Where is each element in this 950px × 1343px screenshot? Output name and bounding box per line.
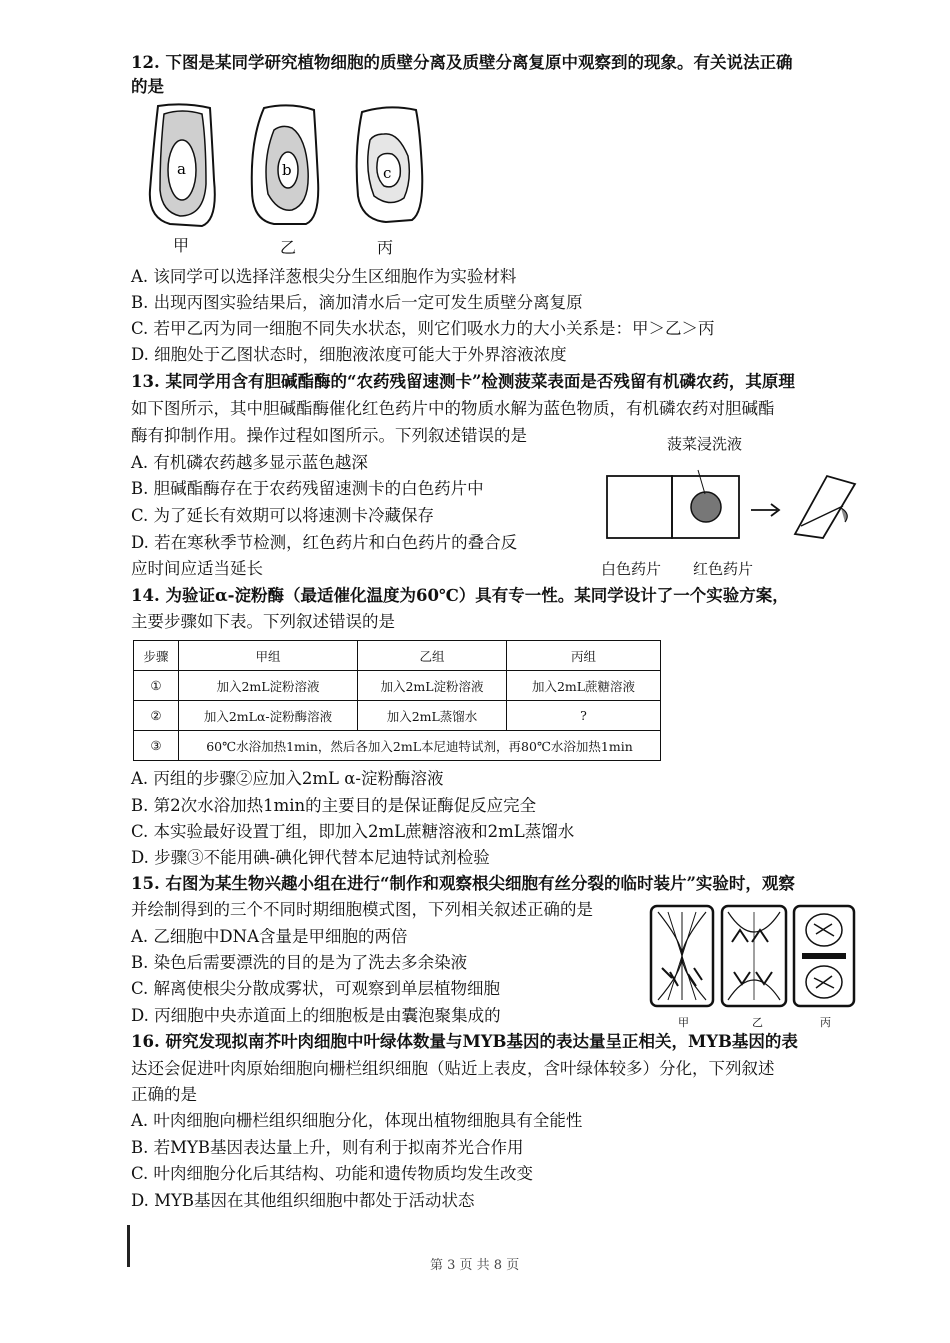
q16-option-a: A. 叶肉细胞向栅栏组织细胞分化，体现出植物细胞具有全能性 — [131, 1111, 583, 1130]
q13-stem-line1: 13. 某同学用含有胆碱酯酶的“农药残留速测卡”检测菠菜表面是否残留有机磷农药，其原理 — [131, 372, 795, 391]
q15-caption-bing: 丙 — [820, 1016, 831, 1029]
q13-option-c: C. 为了延长有效期可以将速测卡冷藏保存 — [131, 506, 435, 525]
q15-option-d: D. 丙细胞中央赤道面上的细胞板是由囊泡聚集成的 — [131, 1006, 501, 1025]
q13-fig-spinach-wash-label: 菠菜浸洗液 — [667, 435, 743, 453]
cell-yi — [252, 105, 319, 224]
table-header-cell: 甲组 — [179, 641, 358, 671]
q16-stem-line3: 正确的是 — [131, 1085, 197, 1104]
cell-label-c: c — [383, 164, 392, 182]
q13-test-card-figure — [605, 462, 860, 552]
q15-option-c: C. 解离使根尖分散成雾状，可观察到单层植物细胞 — [131, 979, 501, 998]
table-cell: 加入2mL蒸馏水 — [358, 701, 507, 731]
table-cell: 加入2mL淀粉溶液 — [358, 671, 507, 701]
q15-caption-jia: 甲 — [678, 1016, 689, 1029]
q15-caption-yi: 乙 — [752, 1016, 763, 1029]
q14-stem-line1: 14. 为验证α-淀粉酶（最适催化温度为60℃）具有专一性。某同学设计了一个实验方案， — [131, 586, 789, 605]
table-row — [134, 671, 661, 701]
table-header-cell: 丙组 — [507, 641, 661, 671]
table-cell: 加入2mL淀粉溶液 — [179, 671, 358, 701]
q15-stem-line1: 15. 右图为某生物兴趣小组在进行“制作和观察根尖细胞有丝分裂的临时装片”实验时，观察 — [131, 874, 795, 893]
q13-red-tablet-label: 红色药片 — [693, 560, 754, 578]
q14-option-a: A. 丙组的步骤②应加入2mL α-淀粉酶溶液 — [131, 769, 444, 788]
q13-option-a: A. 有机磷农药越多显示蓝色越深 — [131, 453, 368, 472]
q13-stem-line3: 酶有抑制作用。操作过程如图所示。下列叙述错误的是 — [131, 426, 527, 445]
table-cell: ③ — [134, 731, 179, 761]
margin-bar — [127, 1225, 130, 1267]
table-cell: ② — [134, 701, 179, 731]
folded-card-icon — [795, 476, 855, 538]
q15-option-a: A. 乙细胞中DNA含量是甲细胞的两倍 — [131, 927, 408, 946]
q16-option-d: D. MYB基因在其他组织细胞中都处于活动状态 — [131, 1191, 475, 1210]
q12-option-d: D. 细胞处于乙图状态时，细胞液浓度可能大于外界溶液浓度 — [131, 345, 567, 364]
q12-caption-bing: 丙 — [377, 238, 394, 257]
q13-option-d-cont: 应时间应适当延长 — [131, 559, 263, 578]
q14-option-b: B. 第2次水浴加热1min的主要目的是保证酶促反应完全 — [131, 796, 537, 815]
q12-caption-yi: 乙 — [280, 238, 297, 257]
q13-option-d: D. 若在寒秋季节检测，红色药片和白色药片的叠合反 — [131, 533, 518, 552]
table-header-cell: 步骤 — [134, 641, 179, 671]
table-cell: 加入2mL蔗糖溶液 — [507, 671, 661, 701]
q16-stem-line1: 16. 研究发现拟南芥叶肉细胞中叶绿体数量与MYB基因的表达量呈正相关，MYB基因的表 — [131, 1032, 798, 1051]
table-header-row — [134, 641, 661, 671]
table-cell: ? — [507, 701, 661, 731]
table-header-cell: 乙组 — [358, 641, 507, 671]
cell-label-a: a — [177, 160, 186, 178]
q13-option-b: B. 胆碱酯酶存在于农药残留速测卡的白色药片中 — [131, 479, 484, 498]
q15-stem-line2: 并绘制得到的三个不同时期细胞模式图，下列相关叙述正确的是 — [131, 900, 593, 919]
table-row — [134, 701, 661, 731]
q14-stem-line2: 主要步骤如下表。下列叙述错误的是 — [131, 612, 395, 631]
q12-stem-line1: 12. 下图是某同学研究植物细胞的质壁分离及质壁分离复原中观察到的现象。有关说法正确 — [131, 53, 793, 72]
q12-option-c: C. 若甲乙丙为同一细胞不同失水状态，则它们吸水力的大小关系是：甲＞乙＞丙 — [131, 319, 715, 338]
q15-option-b: B. 染色后需要漂洗的目的是为了洗去多余染液 — [131, 953, 468, 972]
table-cell-merged: 60℃水浴加热1min，然后各加入2mL本尼迪特试剂，再80℃水浴加热1min — [179, 731, 661, 761]
q16-option-c: C. 叶肉细胞分化后其结构、功能和遗传物质均发生改变 — [131, 1164, 534, 1183]
q13-stem-line2: 如下图所示，其中胆碱酯酶催化红色药片中的物质水解为蓝色物质，有机磷农药对胆碱酯 — [131, 399, 775, 418]
table-cell: 加入2mLα-淀粉酶溶液 — [179, 701, 358, 731]
table-row — [134, 731, 661, 761]
q15-mitosis-figure — [648, 902, 858, 1012]
cell-bing — [357, 107, 423, 222]
q12-caption-jia: 甲 — [173, 236, 190, 255]
q14-option-c: C. 本实验最好设置丁组，即加入2mL蔗糖溶液和2mL蒸馏水 — [131, 822, 575, 841]
red-tablet-dot — [691, 492, 721, 522]
q16-stem-line2: 达还会促进叶肉原始细胞向栅栏组织细胞（贴近上表皮，含叶绿体较多）分化，下列叙述 — [131, 1059, 775, 1078]
cell-label-b: b — [282, 161, 292, 179]
table-cell: ① — [134, 671, 179, 701]
q12-option-b: B. 出现丙图实验结果后，滴加清水后一定可发生质壁分离复原 — [131, 293, 583, 312]
mitosis-cell-yi — [722, 906, 786, 1006]
q12-plasmolysis-figure — [140, 100, 440, 230]
mitosis-cell-jia — [651, 906, 713, 1006]
q16-option-b: B. 若MYB基因表达量上升，则有利于拟南芥光合作用 — [131, 1138, 524, 1157]
q12-option-a: A. 该同学可以选择洋葱根尖分生区细胞作为实验材料 — [131, 267, 517, 286]
mitosis-cell-bing — [794, 906, 854, 1006]
cell-jia — [150, 104, 215, 226]
page-footer: 第 3 页 共 8 页 — [430, 1258, 520, 1273]
q13-white-tablet-label: 白色药片 — [601, 560, 662, 578]
q14-option-d: D. 步骤③不能用碘-碘化钾代替本尼迪特试剂检验 — [131, 848, 490, 867]
q12-stem-line2: 的是 — [131, 77, 164, 96]
q14-steps-table — [133, 640, 661, 761]
